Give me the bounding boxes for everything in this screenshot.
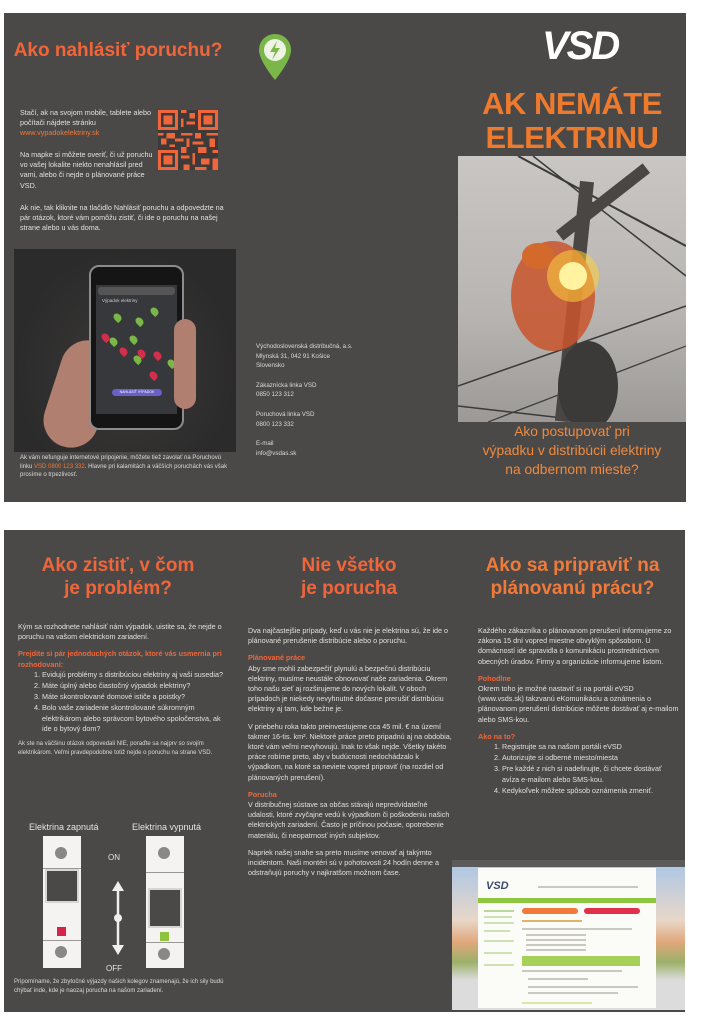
prepare-body (478, 626, 680, 797)
map-pin-icon (112, 312, 123, 323)
phone-screen (96, 285, 177, 414)
report-fault-panel (4, 13, 232, 502)
company-country: Slovensko (256, 362, 285, 370)
phone-screen-title: Výpadok elektriny (102, 298, 138, 303)
not-fault-intro: Dva najčastejšie prípady, keď u vás nie je elektrina sú, že ide o plánované prerušenie distribúcie alebo o poruchu. (248, 626, 449, 646)
phone-address-bar (98, 287, 175, 295)
terminal-icon (158, 948, 170, 960)
question-item: 3. Máte skontrolované domové ističe a poistky? (42, 692, 228, 702)
phone-map-photo (14, 249, 236, 452)
map-pin-icon (149, 306, 160, 317)
contact-info (256, 342, 353, 458)
diagnose-body (18, 622, 228, 757)
portal-green-table (522, 956, 640, 966)
report-intro: Stačí, ak na svojom mobile, tablete alebo počítači nájdete stránku www.vypadokelektriny.sk (20, 108, 152, 138)
label-power-on: Elektrina zapnutá (29, 822, 99, 832)
terminal-icon (55, 847, 67, 859)
vsd-logo: VSD (542, 24, 619, 68)
indicator-red (57, 927, 66, 936)
map-pin-icon (118, 346, 129, 357)
step-item: 4. Kedykoľvek môžete spôsob oznámenia zmeniť. (502, 786, 680, 796)
diagnose-panel (4, 530, 232, 1012)
investment-text: V priebehu roka takto preinvestujeme cca 45 mil. € na území takmer 16-tis. km². Niektoré práce preto pripadnú aj na obdobia, ktoré vám veľmi nevyhovujú. Inak to však nejde. Všetky takéto práce robíme preto, aby v budúcnosti nedochádzalo k výpadkom, na ktoré sa neviete vopred pripraviť (na rozdiel od plánovaných prerušení). (248, 721, 452, 782)
not-fault-body (248, 626, 454, 885)
portal-top-bar (452, 860, 685, 867)
map-pin-icon (128, 334, 139, 345)
lightning-map-pin-icon (258, 33, 292, 81)
company-name: Východoslovenská distribučná, a.s. (256, 343, 353, 350)
not-fault-panel (240, 530, 458, 1012)
howto-heading: Ako na to? (478, 731, 516, 741)
arrow-off-label: OFF (106, 964, 122, 973)
map-pin-icon (148, 370, 159, 381)
map-pin-icon (152, 350, 163, 361)
customer-line-number[interactable]: 0850 123 312 (256, 391, 294, 399)
step-item: 2. Autorizujte si odberné miesto/miesta (502, 753, 680, 763)
diagnose-intro: Kým sa rozhodnete nahlásiť nám výpadok, uistite sa, že nejde o poruchu na vašom elektrickom zariadení. (18, 622, 222, 642)
report-outage-button[interactable]: NAHLÁSIŤ VÝPADOK (112, 389, 162, 396)
question-item: 1. Evidujú problémy s distribúciou elektriny aj vaši susedia? (42, 670, 228, 680)
questions-list (18, 670, 228, 734)
evsd-portal-screenshot (452, 860, 685, 1010)
arrow-on-label: ON (108, 853, 120, 862)
company-street: Mlynská 31, 042 91 Košice (256, 352, 330, 360)
cover-panel (458, 13, 686, 502)
map-pin-icon (108, 336, 119, 347)
email-label: E-mail (256, 440, 274, 448)
breaker-on (43, 836, 81, 968)
power-line-illustration (458, 156, 686, 422)
lineman-photo (458, 156, 686, 422)
portal-page (478, 868, 656, 1008)
indicator-green (160, 932, 169, 941)
question-item: 2. Máte úplný alebo čiastočný výpadok elektriny? (42, 681, 228, 691)
steps-list (478, 742, 680, 796)
portal-nav-bar (478, 898, 656, 903)
comfort-heading: Pohodlne (478, 673, 511, 683)
brochure-outside-sheet (4, 13, 686, 502)
email-link[interactable]: info@vsdas.sk (256, 449, 297, 457)
breaker-off (146, 836, 184, 968)
report-website-link[interactable]: www.vypadokelektriny.sk (20, 128, 100, 138)
report-title: Ako nahlásiť poruchu? (13, 40, 223, 61)
step-item: 1. Registrujte sa na našom portáli eVSD (502, 742, 680, 752)
portal-orange-button (522, 908, 578, 914)
portal-logo: VSD (486, 880, 509, 892)
reminder-text: Pripomíname, že zbytočné výjazdy našich kolegov znamenajú, že ich sily budú chýbať inde, kde je naozaj porucha na našom zariadení. (14, 979, 224, 994)
report-button-text: Ak nie, tak kliknite na tlačidlo Nahlásiť poruchu a odpovedzte na pár otázok, ktoré vám pomôžu zistiť, či ide o poruchu na našej strane alebo u vás doma. (20, 203, 224, 233)
not-fault-title: Nie všetko je porucha (300, 555, 398, 599)
questions-heading: Prejdite si pár jednoduchých otázok, ktoré vás usmernia pri rozhodovaní: (18, 649, 222, 669)
hand-fingers (174, 319, 196, 409)
breaker-lever-down (148, 888, 182, 928)
terminal-icon (55, 946, 67, 958)
label-power-off: Elektrina vypnutá (132, 822, 202, 832)
report-footer: Ak vám nefunguje internetové pripojenie, môžete tiež zavolať na Poruchovú linku VSD 0800 123 332. Hlavne pri kalamitách a väčších poruchách vás však prosíme o trpezlivosť. (20, 455, 228, 478)
step-item: 3. Pre každé z nich si nadefinujte, či chcete dostávať avíza e-mailom alebo SMS-kou. (502, 764, 680, 784)
cover-subtitle: Ako postupovať pri výpadku v distribúcii elektriny na odbernom mieste? (482, 424, 662, 477)
breaker-lever-up (45, 869, 79, 903)
planned-text: Aby sme mohli zabezpečiť plynulú a bezpečnú distribúciu elektriny, musíme neustále obnovovať naše zariadenia. Okrem toho našu sieť aj rozširujeme do nových lokalít. V oboch prípadoch je niekedy nevyhnutné dočasne prerušiť distribúciu elektriny aj tam, kde bežne je. (248, 663, 448, 714)
question-item: 4. Bolo vaše zariadenie skontrolované súkromným elektrikárom alebo správcom bytového spoločenstva, ak ide o bytový dom? (42, 703, 228, 734)
portal-red-button (584, 908, 640, 914)
planned-heading: Plánované práce (248, 653, 306, 663)
qr-code-icon[interactable] (158, 110, 218, 170)
on-off-arrow-icon (111, 867, 125, 967)
phone (89, 265, 184, 430)
contact-panel (240, 13, 458, 502)
terminal-icon (158, 847, 170, 859)
advice-text: Ak ste na väčšinu otázok odpovedali NIE, poraďte sa najprv so svojím elektrikárom. Veľmi pravdepodobne totiž nejde o poruchu na strane VSD. (18, 741, 213, 756)
fault-line-label: Poruchová linka VSD (256, 410, 315, 418)
cover-title: AK NEMÁTE ELEKTRINU (482, 86, 662, 155)
fault-line-phone: VSD 0800 123 332 (34, 463, 85, 470)
report-map-text: Na mapke si môžete overiť, či už poruchu vo vašej lokalite niekto nenahlásil pred vami, alebo či nejde o plánované práce VSD. (20, 150, 153, 190)
fault-heading: Porucha (248, 789, 277, 799)
effort-text: Napriek našej snahe sa preto musíme venovať aj takýmto incidentom. Naši montéri sú v pohotovosti 24 hodín denne a odstraňujú poruchy v najkratšom možnom čase. (248, 847, 439, 878)
fault-line-number[interactable]: 0800 123 332 (256, 420, 294, 428)
fault-text: V distribučnej sústave sa občas stávajú nepredvídateľné udalosti, ktoré zvyčajne vedú k výpadkom či poškodeniu našich elektrických zariadení. Často je príčinou počasie, opotrebenie materiálu, či neopatrnosť iných subjektov. (248, 800, 450, 840)
prepare-intro: Každého zákazníka o plánovanom prerušení informujeme zo zákona 15 dní vopred miestne obvyklým spôsobom. U domácností ide spravidla o komunikáciu prostredníctvom obecných úradov. Firmy a organizácie informujeme listom. (478, 626, 672, 666)
comfort-text: Okrem toho je možné nastaviť si na portáli eVSD (www.vsds.sk) takzvanú eKomunikáciu a oznámenia o plánovanom prerušení distribúcie môžete dostávať aj e-mailom alebo SMS-kou. (478, 684, 679, 724)
prepare-title: Ako sa pripraviť na plánovanú prácu? (485, 555, 660, 599)
map-pin-icon (134, 316, 145, 327)
diagnose-title: Ako zistiť, v čom je problém? (41, 555, 195, 599)
customer-line-label: Zákaznícka linka VSD (256, 381, 317, 389)
